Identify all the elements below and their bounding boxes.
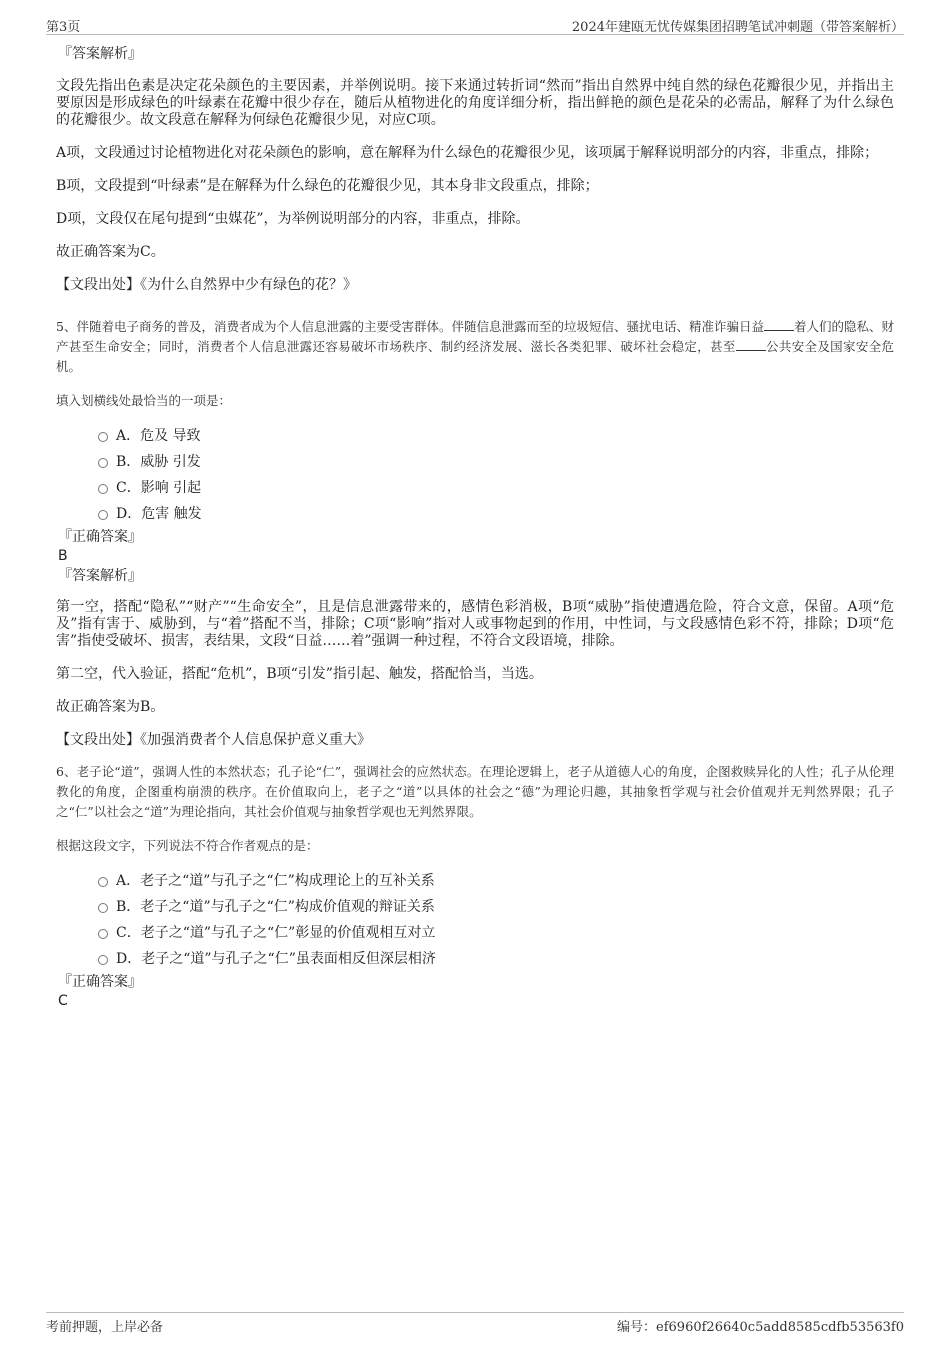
analysis-paragraph: 文段先指出色素是决定花朵颜色的主要因素，并举例说明。接下来通过转折词“然而”指出自然界中纯自然的绿色花瓣很少见，并指出主要原因是形成绿色的叶绿素在花瓣中很少存在，随后从植物进化的角度详细分析，指出鲜艳的颜色是花朵的必需品，解释了为什么绿色的花瓣很少。故文段意在解释为何绿色花瓣很少见，对应C项。 bbox=[56, 78, 894, 128]
radio-icon[interactable] bbox=[98, 510, 108, 520]
source-citation: 【文段出处】《加强消费者个人信息保护意义重大》 bbox=[56, 732, 371, 748]
question-5-text: 5、伴随着电子商务的普及，消费者成为个人信息泄露的主要受害群体。伴随信息泄露而至的垃圾短信、骚扰电话、精准诈骗日益 着人们的隐私、财产甚至生命安全；同时，消费者个人信息泄露还容易破坏市场秩序、制约经济发展、滋长各类犯罪、破坏社会稳定，甚至 公共安全及国家安全危机。 bbox=[56, 319, 894, 374]
radio-icon[interactable] bbox=[98, 929, 108, 939]
radio-icon[interactable] bbox=[98, 955, 108, 965]
document-code: 编号：ef6960f26640c5add8585cdfb53563f0 bbox=[617, 1320, 904, 1335]
option-b[interactable]: B．威胁 引发 bbox=[98, 449, 894, 475]
question-5-options bbox=[56, 423, 894, 527]
option-d[interactable]: D．危害 触发 bbox=[98, 501, 894, 527]
analysis-paragraph: 故正确答案为C。 bbox=[56, 244, 165, 260]
page-number: 第3页 bbox=[46, 20, 81, 35]
option-c[interactable]: C．老子之“道”与孔子之“仁”彰显的价值观相互对立 bbox=[98, 920, 894, 946]
analysis-paragraph: 故正确答案为B。 bbox=[56, 699, 165, 715]
correct-answer-heading: 『正确答案』 bbox=[58, 529, 142, 545]
analysis-paragraph: 第二空，代入验证，搭配“危机”，B项“引发”指引起、触发，搭配恰当，当选。 bbox=[56, 666, 543, 682]
page-footer bbox=[46, 1312, 904, 1333]
question-6-prompt: 根据这段文字，下列说法不符合作者观点的是： bbox=[56, 838, 319, 853]
option-b[interactable]: B．老子之“道”与孔子之“仁”构成价值观的辩证关系 bbox=[98, 894, 894, 920]
analysis-paragraph: D项，文段仅在尾句提到“虫媒花”，为举例说明部分的内容，非重点，排除。 bbox=[56, 211, 530, 227]
radio-icon[interactable] bbox=[98, 484, 108, 494]
document-title: 2024年建瓯无忧传媒集团招聘笔试冲刺题（带答案解析） bbox=[571, 20, 904, 35]
blank-line bbox=[736, 338, 766, 351]
question-5-prompt: 填入划横线处最恰当的一项是： bbox=[56, 393, 232, 408]
option-c[interactable]: C．影响 引起 bbox=[98, 475, 894, 501]
blank-line bbox=[764, 318, 794, 331]
question-6-options bbox=[56, 868, 894, 972]
analysis-heading: 『答案解析』 bbox=[58, 46, 142, 62]
option-a[interactable]: A．危及 导致 bbox=[98, 423, 894, 449]
analysis-paragraph: 第一空，搭配“隐私”“财产”“生命安全”，且是信息泄露带来的，感情色彩消极，B项“威胁”指使遭遇危险，符合文意，保留。A项“危及”指有害于、威胁到，与“着”搭配不当，排除；C项“影响”指对人或事物起到的作用，中性词，与文段感情色彩不符，排除；D项“危害”指使受破坏、损害，表结果，文段“日益……着”强调一种过程，不符合文段语境，排除。 bbox=[56, 599, 894, 649]
analysis-paragraph: B项，文段提到“叶绿素”是在解释为什么绿色的花瓣很少见，其本身非文段重点，排除； bbox=[56, 178, 599, 194]
radio-icon[interactable] bbox=[98, 458, 108, 468]
option-d[interactable]: D．老子之“道”与孔子之“仁”虽表面相反但深层相济 bbox=[98, 946, 894, 972]
source-citation: 【文段出处】《为什么自然界中少有绿色的花？》 bbox=[56, 277, 357, 293]
analysis-heading: 『答案解析』 bbox=[58, 568, 142, 584]
radio-icon[interactable] bbox=[98, 903, 108, 913]
radio-icon[interactable] bbox=[98, 877, 108, 887]
analysis-paragraph: A项，文段通过讨论植物进化对花朵颜色的影响，意在解释为什么绿色的花瓣很少见，该项属于解释说明部分的内容，非重点，排除； bbox=[56, 145, 879, 161]
page-content bbox=[56, 46, 894, 1010]
correct-answer: C bbox=[58, 993, 68, 1009]
radio-icon[interactable] bbox=[98, 432, 108, 442]
correct-answer: B bbox=[58, 548, 68, 564]
footer-slogan: 考前押题，上岸必备 bbox=[46, 1320, 164, 1335]
option-a[interactable]: A．老子之“道”与孔子之“仁”构成理论上的互补关系 bbox=[98, 868, 894, 894]
question-6-text: 6、老子论“道”，强调人性的本然状态；孔子论“仁”，强调社会的应然状态。在理论逻辑上，老子从道德人心的角度，企图救赎异化的人性；孔子从伦理教化的角度，企图重构崩溃的秩序。在价值取向上，老子之“道”以具体的社会之“德”为理论归趣，其抽象哲学观与社会价值观并无判然界限；孔子之“仁”以社会之“道”为理论指向，其社会价值观与抽象哲学观也无判然界限。 bbox=[56, 764, 894, 819]
page-header bbox=[46, 14, 904, 35]
correct-answer-heading: 『正确答案』 bbox=[58, 974, 142, 990]
